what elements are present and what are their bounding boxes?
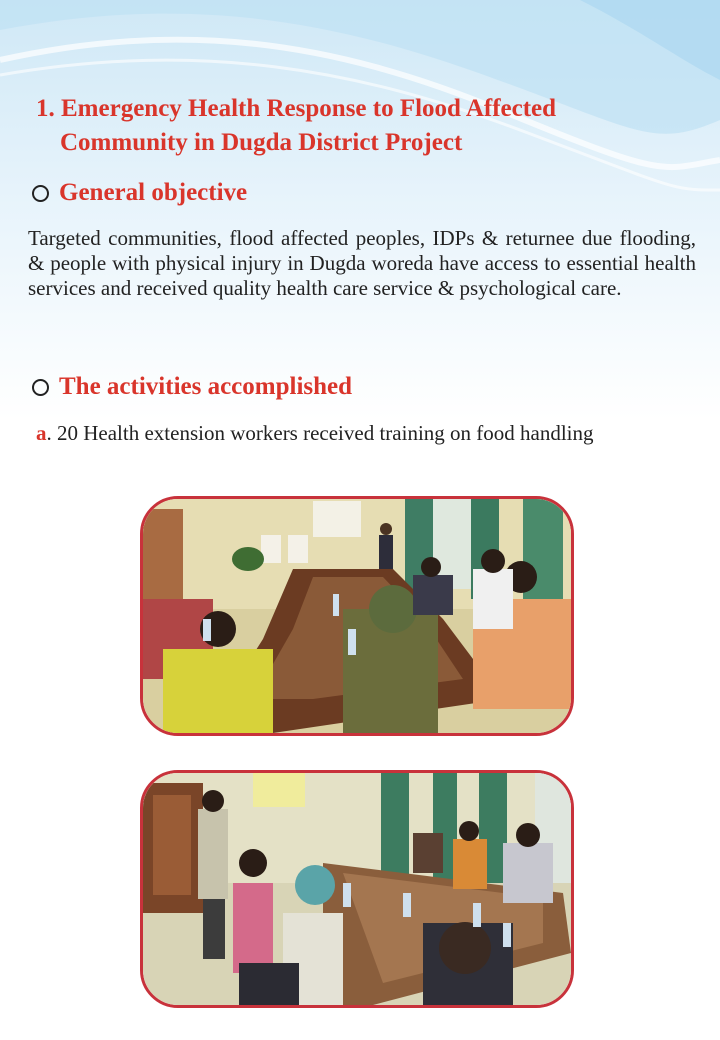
training-session-illustration — [143, 773, 571, 1005]
training-photo-2 — [140, 770, 574, 1008]
activity-letter: a — [36, 421, 47, 445]
objective-heading-text: General objective — [59, 179, 248, 206]
title-line-2: Community in Dugda District Project — [60, 129, 463, 156]
title-line-1: 1. Emergency Health Response to Flood Affected — [36, 95, 557, 122]
objective-paragraph: Targeted communities, flood affected peoples, IDPs & returnee due flooding, & people with physical injury in Dugda woreda have access to essential health services and received quality health care service & psychological care. — [28, 226, 696, 300]
activity-item-a — [36, 419, 696, 447]
activities-heading-text: The activities accomplished — [59, 373, 353, 400]
activity-text: . 20 Health extension workers received training on food handling — [46, 421, 594, 445]
circle-bullet-icon — [32, 379, 49, 396]
training-photo-1 — [140, 496, 574, 736]
page-title — [36, 92, 676, 160]
objective-heading — [32, 178, 632, 208]
training-room-illustration — [143, 499, 571, 733]
circle-bullet-icon — [32, 185, 49, 202]
activities-heading — [32, 372, 632, 402]
